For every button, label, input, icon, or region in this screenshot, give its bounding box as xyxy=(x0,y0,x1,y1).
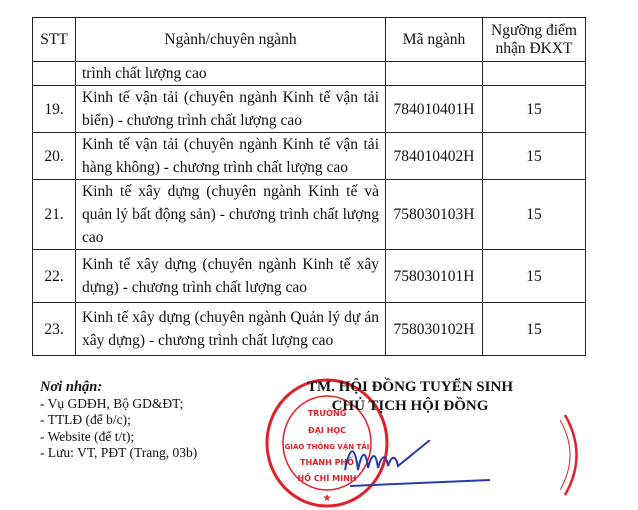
recipients-title: Nơi nhận: xyxy=(40,379,103,395)
admission-threshold-table xyxy=(32,17,586,356)
row-name: Kinh tế vận tải (chuyên ngành Kinh tế vận tải hàng không) - chương trình chất lượng cao xyxy=(76,133,386,180)
row-stt: 22. xyxy=(33,250,76,303)
continuation-text: trình chất lượng cao xyxy=(76,62,386,86)
row-stt: 20. xyxy=(33,133,76,180)
row-stt: 23. xyxy=(33,303,76,356)
header-stt: STT xyxy=(33,18,76,62)
signature-role: CHỦ TỊCH HỘI ĐỒNG xyxy=(331,398,489,414)
recipient-item: - Lưu: VT, PĐT (Trang, 03b) xyxy=(40,445,198,460)
table-row xyxy=(33,303,586,356)
recipients-block xyxy=(40,379,197,462)
row-code: 758030103H xyxy=(386,180,483,250)
row-code: 758030101H xyxy=(386,250,483,303)
partial-seal-icon xyxy=(560,410,590,500)
signature-title: TM. HỘI ĐỒNG TUYỂN SINH xyxy=(306,379,513,395)
table-header-row xyxy=(33,18,586,62)
header-name: Ngành/chuyên ngành xyxy=(76,18,386,62)
svg-text:TRƯỜNG: TRƯỜNG xyxy=(307,409,347,418)
row-threshold: 15 xyxy=(483,86,586,133)
row-threshold: 15 xyxy=(483,303,586,356)
table-row xyxy=(33,133,586,180)
row-name: Kinh tế vận tải (chuyên ngành Kinh tế vận tải biển) - chương trình chất lượng cao xyxy=(76,86,386,133)
table-row xyxy=(33,86,586,133)
svg-text:★: ★ xyxy=(322,493,332,504)
row-threshold: 15 xyxy=(483,133,586,180)
table-row-continuation xyxy=(33,62,586,86)
recipient-item: - TTLĐ (để b/c); xyxy=(40,412,131,427)
row-code: 758030102H xyxy=(386,303,483,356)
svg-text:HỒ CHÍ MINH: HỒ CHÍ MINH xyxy=(297,474,357,483)
header-threshold: Ngưỡng điểm nhận ĐKXT xyxy=(483,18,586,62)
row-threshold: 15 xyxy=(483,180,586,250)
header-code: Mã ngành xyxy=(386,18,483,62)
row-stt: 21. xyxy=(33,180,76,250)
svg-text:GIAO THÔNG VẬN TẢI: GIAO THÔNG VẬN TẢI xyxy=(284,443,370,451)
row-name: Kinh tế xây dựng (chuyên ngành Quản lý dự án xây dựng) - chương trình chất lượng cao xyxy=(76,303,386,356)
table-row xyxy=(33,250,586,303)
row-name: Kinh tế xây dựng (chuyên ngành Kinh tế và quản lý bất động sản) - chương trình chất lượng cao xyxy=(76,180,386,250)
svg-text:ĐẠI HỌC: ĐẠI HỌC xyxy=(307,426,347,435)
svg-text:THÀNH PHỐ: THÀNH PHỐ xyxy=(300,458,354,467)
handwritten-signature-icon xyxy=(340,440,500,490)
table-row xyxy=(33,180,586,250)
row-code: 784010401H xyxy=(386,86,483,133)
signature-block xyxy=(290,378,530,416)
recipient-item: - Vụ GDĐH, Bộ GD&ĐT; xyxy=(40,395,184,411)
row-code: 784010402H xyxy=(386,133,483,180)
row-threshold: 15 xyxy=(483,250,586,303)
row-stt: 19. xyxy=(33,86,76,133)
row-name: Kinh tế xây dựng (chuyên ngành Kinh tế xây dựng) - chương trình chất lượng cao xyxy=(76,250,386,303)
recipient-item: - Website (để t/t); xyxy=(40,428,135,444)
